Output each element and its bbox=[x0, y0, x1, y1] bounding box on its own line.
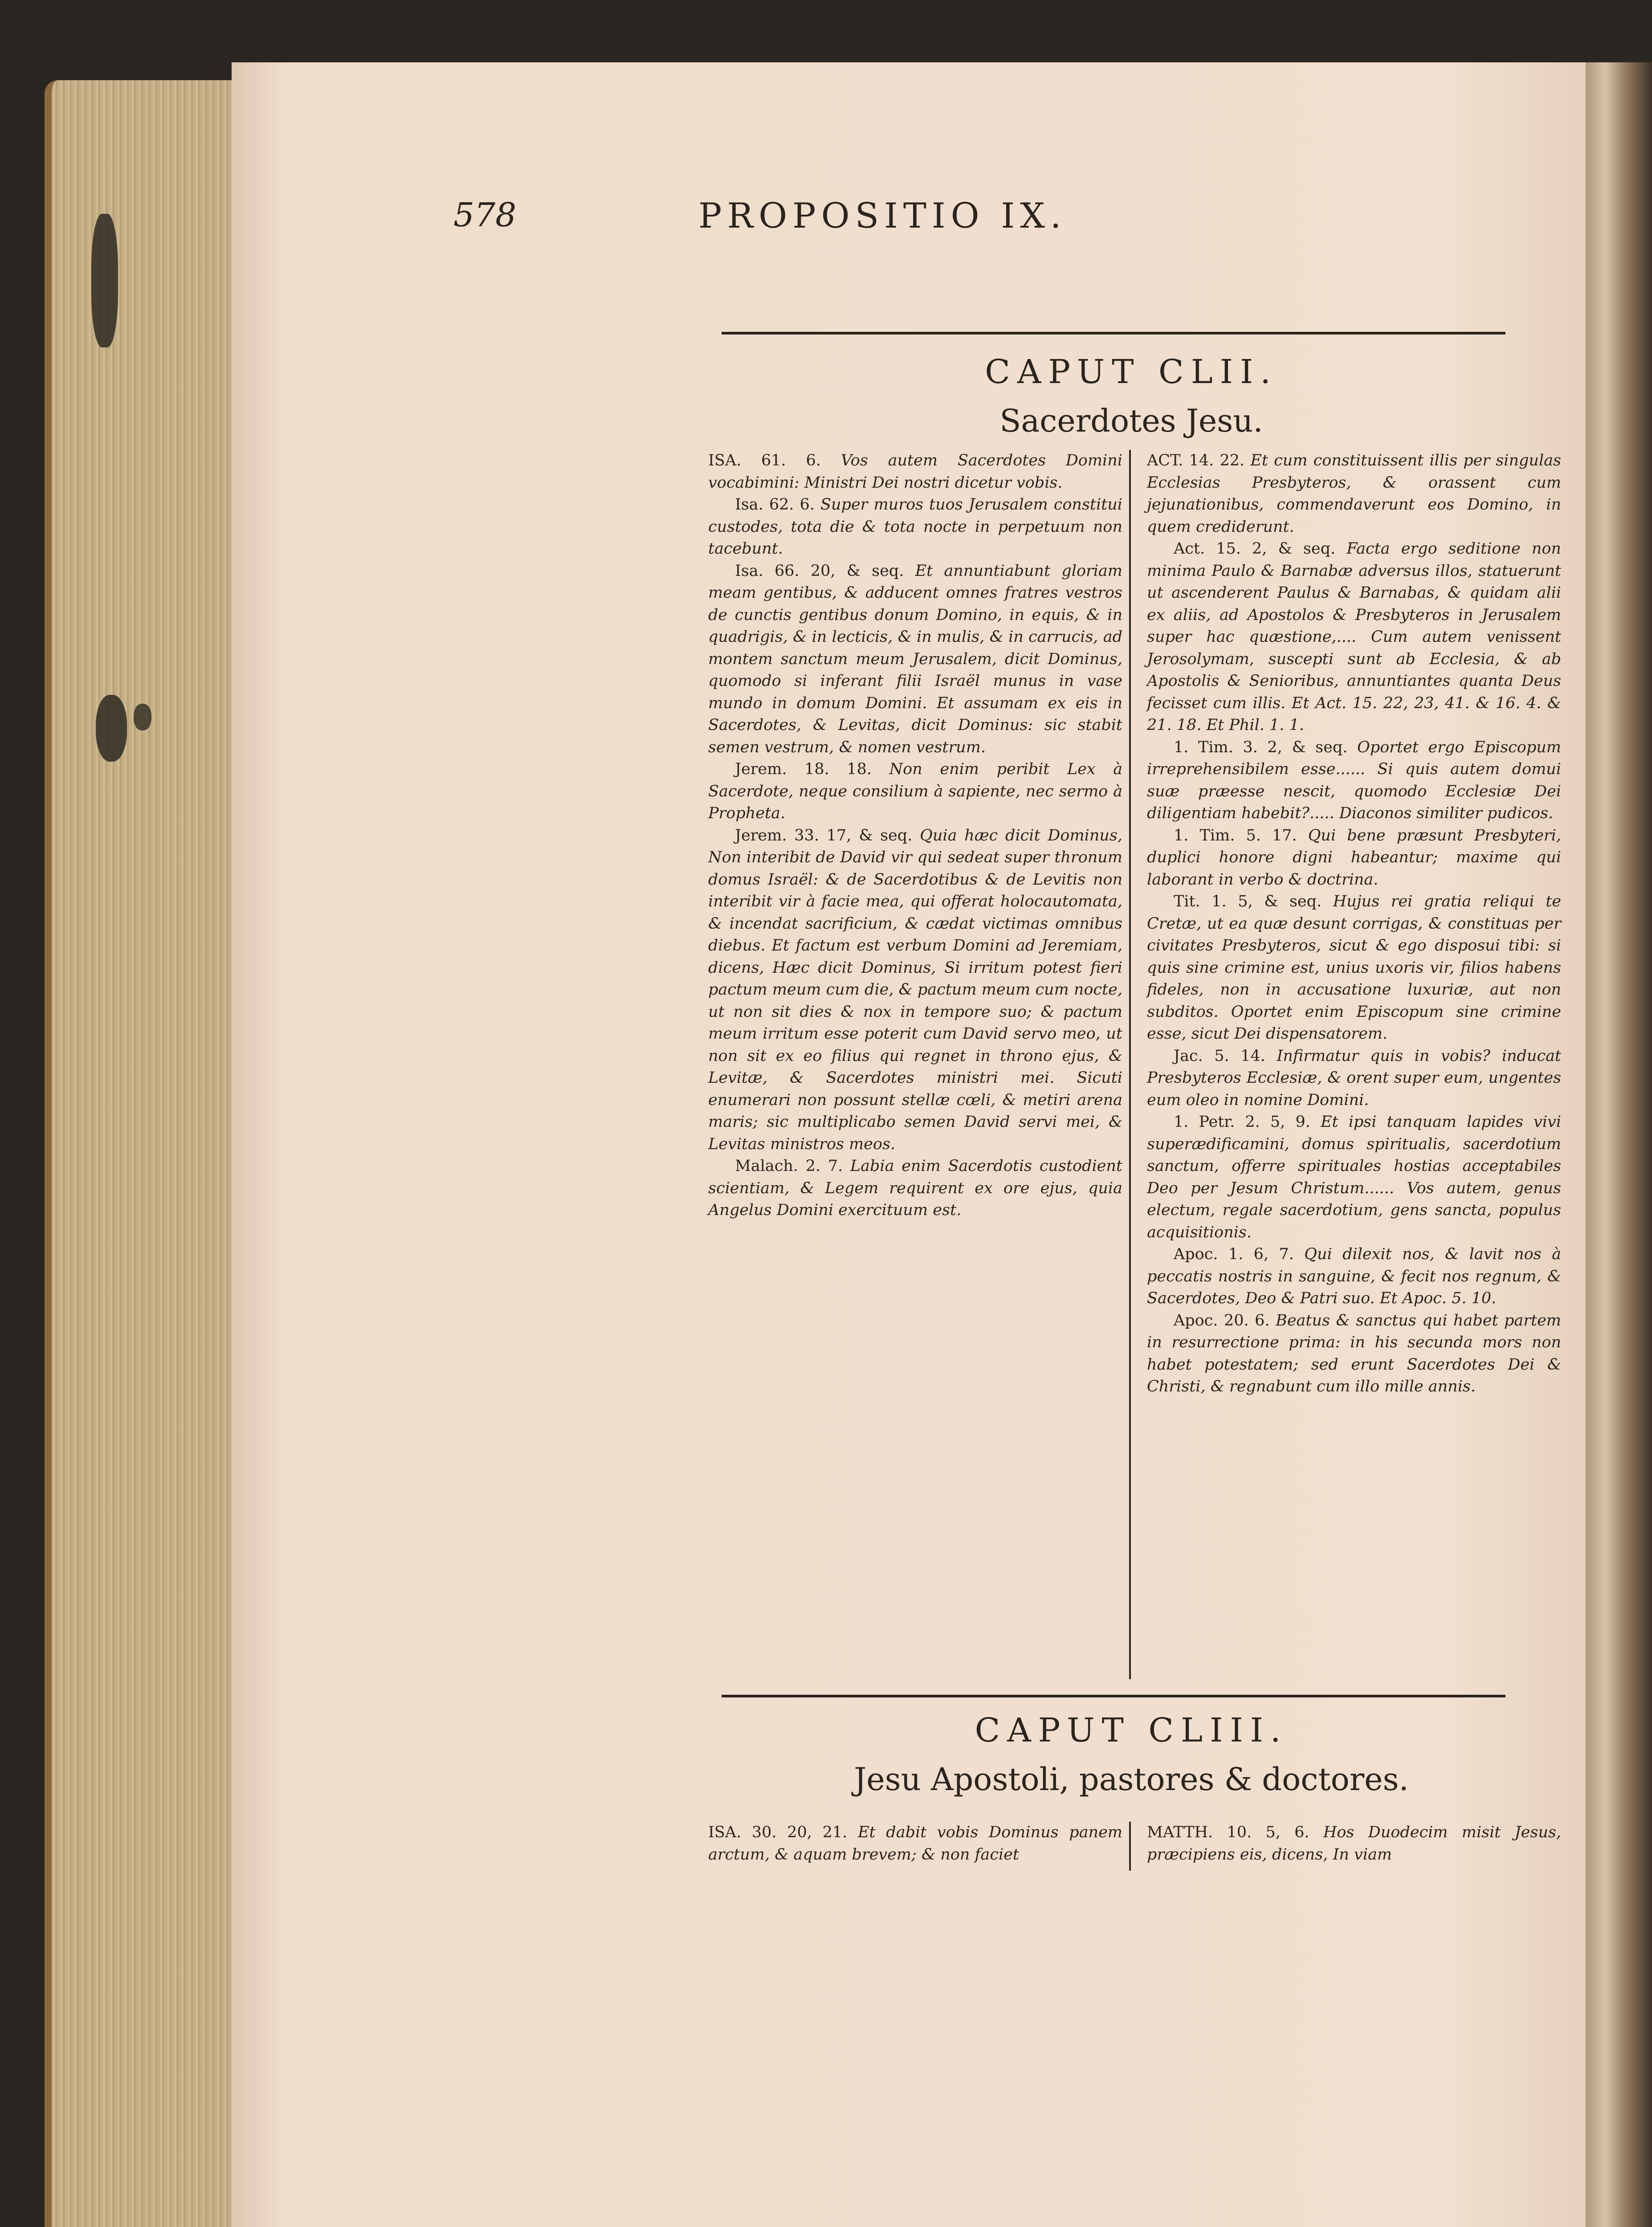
running-title: PROPOSITIO IX. bbox=[698, 196, 1067, 236]
facing-page-edge bbox=[1586, 62, 1652, 2227]
verse-text: Facta ergo seditione non minima Paulo & Barnabæ adversus illos, statuerunt ut ascenderent Paulus & Barnabas, & quidam alii ex aliis, ad Apostolos & Presbyteros in Jerusalem super hac quæstione,.... Cum autem venissent Jerosolymam, suscepti sunt ab Ecclesia, & ab Apostolis & Senioribus, annuntiantes quanta Deus fecisset cum illis. Et Act. 15. 22, 23, 41. & 16. 4. & 21. 18. Et Phil. 1. 1. bbox=[1147, 540, 1561, 734]
verse-ref: Isa. 62. 6. bbox=[735, 496, 815, 514]
verse-text: Oportet ergo Episcopum irreprehensibilem esse...... Si quis autem domui suæ præesse nescit, quomodo Ecclesiæ Dei diligentiam habebit?..... Diaconos similiter pudicos. bbox=[1147, 738, 1561, 822]
chapter-title: Sacerdotes Jesu. bbox=[999, 403, 1263, 439]
verse-text: Infirmatur quis in vobis? inducat Presbyteros Ecclesiæ, & orent super eum, ungentes eum oleo in nomine Domini. bbox=[1147, 1047, 1561, 1109]
head-rule bbox=[722, 332, 1505, 334]
chapter-title: Jesu Apostoli, pastores & doctores. bbox=[854, 1761, 1409, 1798]
verse-ref: ISA. 61. 6. bbox=[708, 452, 821, 469]
chapter-rule bbox=[722, 1695, 1505, 1697]
verse bbox=[708, 494, 1122, 560]
verse-ref: Jerem. 33. 17, & seq. bbox=[735, 826, 913, 844]
stain-mark bbox=[96, 695, 127, 762]
verse-text: Et dabit vobis Dominus panem arctum, & aquam brevem; & non faciet bbox=[708, 1823, 1122, 1864]
verse-ref: MATTH. 10. 5, 6. bbox=[1147, 1823, 1309, 1841]
stain-mark bbox=[134, 704, 151, 730]
verse-text: Et cum constituissent illis per singulas Ecclesias Presbyteros, & orassent cum jejunationibus, commendaverunt eos Domino, in quem crediderunt. bbox=[1147, 452, 1561, 536]
verse-text: Qui bene præsunt Presbyteri, duplici honore digni habeantur; maxime qui laborant in verbo & doctrina. bbox=[1147, 826, 1561, 889]
verse-text: Super muros tuos Jerusalem constitui custodes, tota die & tota nocte in perpetuum non tacebunt. bbox=[708, 496, 1122, 558]
verse bbox=[1147, 450, 1561, 538]
verse-ref: Isa. 66. 20, & seq. bbox=[735, 562, 904, 580]
verse-ref: Jerem. 18. 18. bbox=[735, 760, 872, 778]
verse-ref: 1. Tim. 5. 17. bbox=[1174, 826, 1297, 844]
verse bbox=[1147, 538, 1561, 737]
verse bbox=[708, 450, 1122, 494]
column-divider bbox=[1129, 450, 1131, 1679]
running-head bbox=[453, 196, 1522, 249]
verse-ref: 1. Petr. 2. 5, 9. bbox=[1174, 1113, 1310, 1131]
verse-ref: ISA. 30. 20, 21. bbox=[708, 1823, 848, 1841]
verse-text: Quia hæc dicit Dominus, Non interibit de David vir qui sedeat super thronum domus Israël: & de Sacerdotibus & de Levitis non interibit vir à facie mea, qui offerat holocautomata, & incendat sacrificium, & cædat victimas omnibus diebus. Et factum est verbum Domini ad Jeremiam, dicens, Hæc dicit Dominus, Si irritum potest fieri pactum meum cum die, & pactum meum cum nocte, ut non sit dies & nox in tempore suo; & pactum meum irritum esse poterit cum David servo meo, ut non sit ex eo filius qui regnet in throno ejus, & Levitæ, & Sacerdotes ministri mei. Sicuti enumerari non possunt stellæ cœli, & metiri arena maris; sic multiplicabo semen David servi mei, & Levitas ministros meos. bbox=[708, 826, 1122, 1153]
verse-text: Labia enim Sacerdotis custodient scientiam, & Legem requirent ex ore ejus, quia Angelus Domini exercituum est. bbox=[708, 1157, 1122, 1219]
verse-ref: Malach. 2. 7. bbox=[735, 1157, 843, 1175]
verse-ref: Tit. 1. 5, & seq. bbox=[1174, 893, 1322, 910]
right-column bbox=[1147, 450, 1561, 1398]
left-column bbox=[708, 450, 1122, 1222]
verse bbox=[1147, 1244, 1561, 1310]
right-column bbox=[1147, 1822, 1561, 1866]
verse bbox=[1147, 825, 1561, 891]
column-divider bbox=[1129, 1822, 1131, 1871]
verse-text: Hujus rei gratia reliqui te Cretæ, ut ea quæ desunt corrigas, & constituas per civitates Presbyteros, sicut & ego disposui tibi: si quis sine crimine est, unius uxoris vir, filios habens fideles, non in accusatione luxuriæ, aut non subditos. Oportet enim Episcopum sine crimine esse, sicut Dei dispensatorem. bbox=[1147, 893, 1561, 1043]
verse-ref: 1. Tim. 3. 2, & seq. bbox=[1174, 738, 1348, 756]
chapter-heading bbox=[713, 1706, 1550, 1804]
verse bbox=[1147, 1045, 1561, 1112]
verse bbox=[708, 759, 1122, 825]
verse-text: Vos autem Sacerdotes Domini vocabimini: Ministri Dei nostri dicetur vobis. bbox=[708, 452, 1122, 492]
stain-mark bbox=[91, 214, 118, 347]
verse bbox=[1147, 737, 1561, 825]
page-edges bbox=[45, 80, 239, 2227]
verse bbox=[1147, 1111, 1561, 1244]
verse-ref: Apoc. 1. 6, 7. bbox=[1174, 1245, 1294, 1263]
verse bbox=[708, 1155, 1122, 1222]
verse-ref: Jac. 5. 14. bbox=[1174, 1047, 1265, 1065]
verse-text: Et ipsi tanquam lapides vivi superædificamini, domus spiritualis, sacerdotium sanctum, offerre spirituales hostias acceptabiles Deo per Jesum Christum...... Vos autem, genus electum, regale sacerdotium, gens sancta, populus acquisitionis. bbox=[1147, 1113, 1561, 1241]
verse-text: Et annuntiabunt gloriam meam gentibus, & adducent omnes fratres vestros de cunctis gentibus donum Domino, in equis, & in quadrigis, & in lecticis, & in mulis, & in carrucis, ad montem sanctum meum Jerusalem, dicit Dominus, quomodo si inferant filii Israël munus in vase mundo in domum Domini. Et assumam ex eis in Sacerdotes, & Levitas, dicit Dominus: sic stabit semen vestrum, & nomen vestrum. bbox=[708, 562, 1122, 756]
chapter-heading bbox=[713, 347, 1550, 445]
verse-ref: Apoc. 20. 6. bbox=[1174, 1311, 1270, 1330]
verse bbox=[708, 560, 1122, 759]
verse-text: Non enim peribit Lex à Sacerdote, neque consilium à sapiente, nec sermo à Propheta. bbox=[708, 760, 1122, 822]
verse-text: Hos Duodecim misit Jesus, præcipiens eis, dicens, In viam bbox=[1147, 1823, 1561, 1864]
verse bbox=[1147, 891, 1561, 1045]
verse bbox=[1147, 1822, 1561, 1866]
chapter-number: CAPUT CLII. bbox=[985, 353, 1278, 391]
verse bbox=[1147, 1310, 1561, 1398]
verse bbox=[708, 1822, 1122, 1866]
chapter-number: CAPUT CLIII. bbox=[975, 1711, 1288, 1750]
page-number: 578 bbox=[453, 196, 517, 234]
verse-ref: ACT. 14. 22. bbox=[1147, 452, 1245, 469]
verse-text: Qui dilexit nos, & lavit nos à peccatis nostris in sanguine, & fecit nos regnum, & Sacerdotes, Deo & Patri suo. Et Apoc. 5. 10. bbox=[1147, 1245, 1561, 1307]
left-column bbox=[708, 1822, 1122, 1866]
verse bbox=[708, 825, 1122, 1156]
verse-text: Beatus & sanctus qui habet partem in resurrectione prima: in his secunda mors non habet potestatem; sed erunt Sacerdotes Dei & Christi, & regnabunt cum illo mille annis. bbox=[1147, 1311, 1561, 1395]
verse-ref: Act. 15. 2, & seq. bbox=[1174, 540, 1336, 558]
